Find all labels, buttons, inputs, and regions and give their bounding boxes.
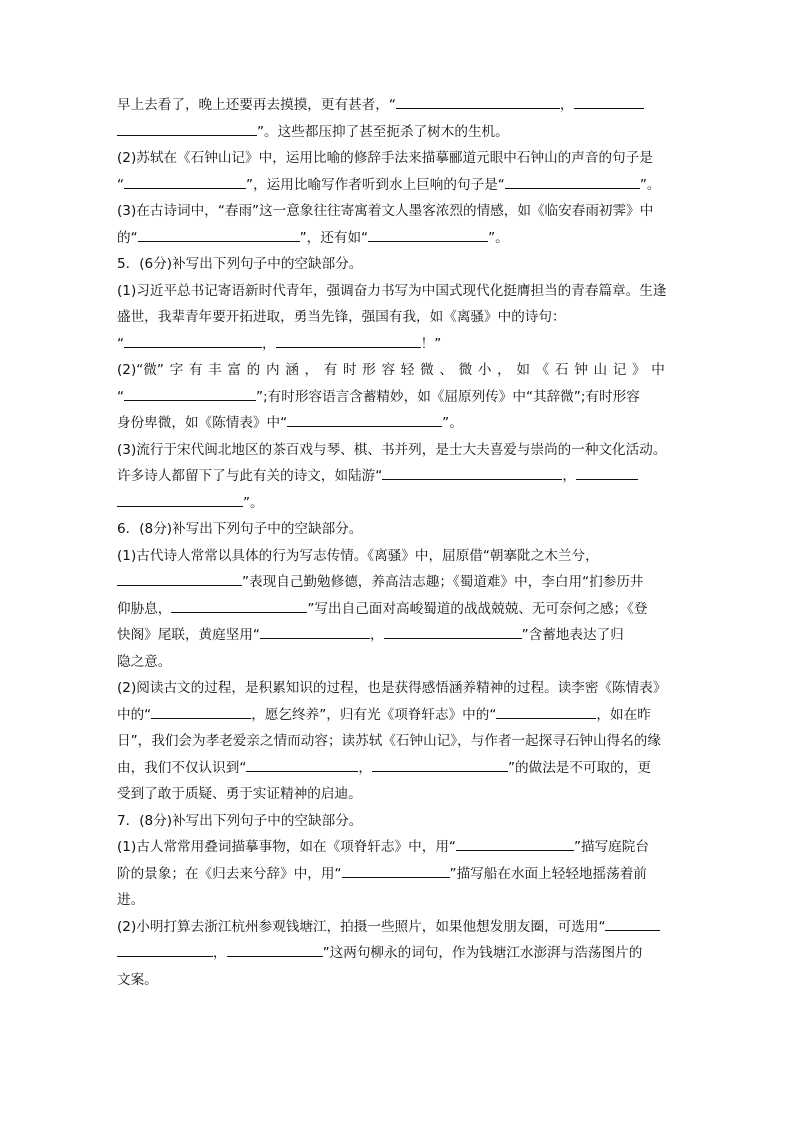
answer-blank[interactable] <box>124 174 246 189</box>
text-line: 受到了敢于质疑、勇于实证精神的启迪。 <box>117 786 362 802</box>
answer-blank[interactable] <box>124 386 256 401</box>
text-line <box>117 384 665 411</box>
text-segment: 如 <box>516 362 530 378</box>
text-segment: 中 <box>651 362 665 378</box>
text-line <box>117 357 665 384</box>
text-segment: 》 <box>631 362 646 378</box>
text-segment: 丰 <box>208 362 222 378</box>
text-segment: ”。 <box>243 494 264 511</box>
text-segment: 中的“ <box>117 706 152 723</box>
text-segment: 涵 <box>285 362 299 378</box>
answer-blank[interactable] <box>117 121 257 136</box>
answer-blank[interactable] <box>276 333 421 348</box>
text-segment: 山 <box>593 362 608 378</box>
answer-blank[interactable] <box>384 624 522 639</box>
text-segment: ”表现自己勤勉修德，养高洁志趣；《蜀道难》中，李白用“扪参历井 <box>242 574 644 590</box>
answer-blank[interactable] <box>505 174 640 189</box>
text-line <box>117 702 665 729</box>
text-segment: 身份卑微，如《陈情表》中“ <box>117 415 288 431</box>
answer-blank[interactable] <box>382 465 562 480</box>
text-line <box>117 92 665 119</box>
question-7-heading: 7．(8分)补写出下列句子中的空缺部分。 <box>117 812 363 829</box>
text-segment: ， <box>262 335 276 352</box>
text-segment: ”描写船在水面上轻轻地摇荡着前 <box>449 865 647 882</box>
text-segment: 有 <box>323 362 338 378</box>
text-line <box>117 861 665 888</box>
text-segment: 小 <box>477 362 492 378</box>
text-segment: 许多诗人都留下了与此有关的诗文，如陆游“ <box>117 468 383 484</box>
answer-blank[interactable] <box>576 465 638 480</box>
text-segment: 内 <box>265 362 280 378</box>
text-segment: ”，运用比喻写作者听到水上巨响的句子是“ <box>246 176 505 193</box>
text-line <box>117 914 665 941</box>
text-line: 文案。 <box>117 971 158 988</box>
text-segment: ”这两句柳永的词句，作为钱塘江水澎湃与浩荡图片的 <box>322 945 643 961</box>
text-segment: 时 <box>343 362 357 378</box>
text-segment: ”。 <box>442 415 463 431</box>
text-segment: ， <box>562 468 576 484</box>
text-line: 日”，我们会为孝老爱亲之情而动容；读苏轼《石钟山记》，与作者一起探寻石钟山得名的缘 <box>117 733 661 749</box>
text-line <box>117 569 665 596</box>
text-line <box>117 172 665 199</box>
text-segment: 微 <box>458 362 473 378</box>
text-segment: 石 <box>554 362 569 378</box>
text-line <box>117 940 665 967</box>
answer-blank[interactable] <box>287 412 442 427</box>
text-segment: 由，我们不仅认识到“ <box>117 759 247 776</box>
text-segment: ”的做法是不可取的，更 <box>507 759 651 776</box>
text-segment: ， <box>369 627 384 643</box>
text-segment: 的 <box>246 362 261 378</box>
text-segment: 有 <box>188 362 203 378</box>
question-6-heading: 6．(8分)补写出下列句子中的空缺部分。 <box>117 521 363 537</box>
text-segment: 形 <box>362 362 376 378</box>
answer-blank[interactable] <box>171 598 307 613</box>
text-segment: 微 <box>420 362 434 378</box>
text-line <box>117 622 665 649</box>
text-segment: (1)古人常常用叠词描摹事物，如在《项脊轩志》中，用“ <box>117 839 456 855</box>
text-line: (3)流行于宋代闽北地区的茶百戏与琴、棋、书并列，是士大夫喜爱与崇尚的一种文化活动。 <box>117 441 667 458</box>
text-segment: 快阁》尾联，黄庭坚用“ <box>117 627 260 643</box>
answer-blank[interactable] <box>117 571 242 586</box>
text-segment: “ <box>117 176 125 193</box>
text-segment: ，如在昨 <box>596 706 651 723</box>
text-line: 隐之意。 <box>117 653 172 670</box>
answer-blank[interactable] <box>396 94 560 109</box>
text-line: (2)阅读古文的过程，是积累知识的过程，也是获得感悟涵养精神的过程。读李密《陈情表》 <box>117 680 667 696</box>
text-segment: 早上去看了，晚上还要再去摸摸，更有甚者，“ <box>117 97 396 113</box>
text-line: (3)在古诗词中，“春雨”这一意象往往寄寓着文人墨客浓烈的情感，如《临安春雨初霁》中 <box>117 203 654 219</box>
text-line <box>117 834 665 861</box>
answer-blank[interactable] <box>456 836 574 851</box>
answer-blank[interactable] <box>117 942 213 957</box>
text-line: (2)苏轼在《石钟山记》中，运用比喻的修辞手法来描摹郦道元眼中石钟山的声音的句子是 <box>117 150 653 166</box>
text-segment: ”描写庭院台 <box>573 839 649 855</box>
answer-blank[interactable] <box>227 942 323 957</box>
text-segment: ， <box>213 945 227 961</box>
text-segment: ”;有时形容语言含蓄精妙，如《屈原列传》中“其辞微”;有时形容 <box>256 388 640 405</box>
answer-blank[interactable] <box>117 492 243 507</box>
text-segment: ，愿乞终养”，归有光《项脊轩志》中的“ <box>251 706 497 723</box>
text-segment: 、 <box>439 362 453 378</box>
text-segment: ， <box>304 362 319 378</box>
text-line: 盛世，我辈青年要开拓进取，勇当先锋，强国有我，如《离骚》中的诗句： <box>117 309 566 325</box>
answer-blank[interactable] <box>605 916 660 931</box>
text-line <box>117 331 665 358</box>
text-segment: “ <box>117 388 125 405</box>
answer-blank[interactable] <box>574 94 644 109</box>
text-line: (1)习近平总书记寄语新时代青年，强调奋力书写为中国式现代化挺膺担当的青春篇章。生逢 <box>117 282 667 299</box>
text-line <box>117 490 665 517</box>
text-segment: 字 <box>169 362 184 378</box>
text-line <box>117 410 665 437</box>
text-segment: ”，还有如“ <box>299 229 369 246</box>
answer-blank[interactable] <box>151 704 251 719</box>
text-segment: ， <box>358 759 372 776</box>
text-segment: (2)小明打算去浙江杭州参观钱塘江，拍摄一些照片，如果他想发朋友圈，可选用“ <box>117 918 606 935</box>
text-segment: 容 <box>381 362 396 378</box>
text-segment: 的“ <box>117 229 138 246</box>
answer-blank[interactable] <box>496 704 596 719</box>
answer-blank[interactable] <box>368 227 488 242</box>
text-segment: ！” <box>420 335 442 352</box>
text-segment: “ <box>117 335 125 352</box>
text-segment: ”写出自己面对高峻蜀道的战战兢兢、无可奈何之感；《登 <box>307 600 648 617</box>
question-5-heading: 5．(6分)补写出下列句子中的空缺部分。 <box>117 256 363 272</box>
answer-blank[interactable] <box>342 863 450 878</box>
text-segment: 《 <box>535 362 550 378</box>
worksheet-page <box>117 92 665 993</box>
text-segment: 钟 <box>574 362 588 378</box>
text-segment: 轻 <box>400 362 415 378</box>
text-segment: ”含蓄地表达了归 <box>521 627 624 643</box>
text-segment: 仰胁息， <box>117 600 172 617</box>
answer-blank[interactable] <box>124 333 262 348</box>
text-line <box>117 225 665 252</box>
text-segment: ”。这些都压抑了甚至扼杀了树木的生机。 <box>257 123 509 140</box>
text-segment: 阶的景象；在《归去来兮辞》中，用“ <box>117 865 342 882</box>
answer-blank[interactable] <box>138 227 300 242</box>
text-segment: ”。 <box>488 229 509 246</box>
text-line: 进。 <box>117 892 145 908</box>
text-segment: (2)“微” <box>117 362 164 378</box>
answer-blank[interactable] <box>372 757 508 772</box>
answer-blank[interactable] <box>246 757 358 772</box>
text-segment: ， <box>497 362 511 378</box>
text-line <box>117 119 665 146</box>
answer-blank[interactable] <box>260 624 370 639</box>
text-segment: ， <box>559 97 574 113</box>
text-segment: 富 <box>227 362 241 378</box>
text-segment: ”。 <box>639 176 661 193</box>
text-line <box>117 755 665 782</box>
text-line <box>117 596 665 623</box>
text-line <box>117 463 665 490</box>
text-segment: 记 <box>612 362 627 378</box>
text-line: (1)古代诗人常常以具体的行为写志传情。《离骚》中，屈原借“朝搴阰之木兰兮， <box>117 547 599 564</box>
